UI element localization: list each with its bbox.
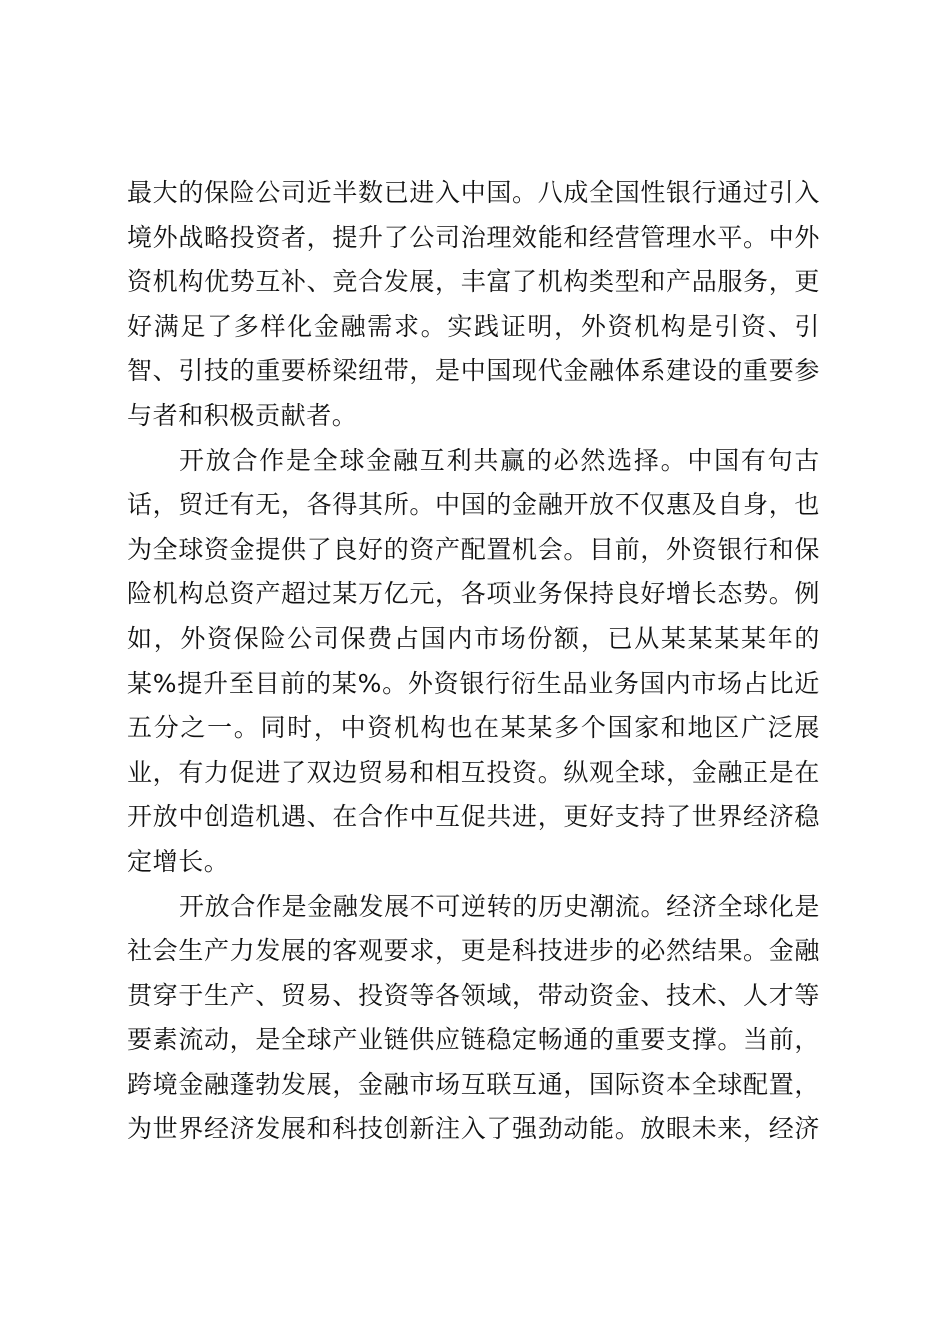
text-line: 某%提升至目前的某%。外资银行衍生品业务国内市场占比近	[127, 668, 820, 698]
paragraph-2	[127, 439, 820, 885]
text-line: 业，有力促进了双边贸易和相互投资。纵观全球，金融正是在	[127, 757, 820, 787]
text-line: 话，贸迁有无，各得其所。中国的金融开放不仅惠及自身，也	[127, 490, 820, 520]
text-line: 跨境金融蓬勃发展，金融市场互联互通，国际资本全球配置，	[127, 1069, 820, 1099]
text-line: 险机构总资产超过某万亿元，各项业务保持良好增长态势。例	[127, 579, 820, 609]
text-line: 最大的保险公司近半数已进入中国。八成全国性银行通过引入	[127, 178, 820, 207]
text-line: 资机构优势互补、竞合发展，丰富了机构类型和产品服务，更	[127, 267, 820, 297]
text-line: 与者和积极贡献者。	[127, 400, 358, 430]
text-line: 为全球资金提供了良好的资产配置机会。目前，外资银行和保	[127, 534, 820, 564]
paragraph-1	[127, 171, 820, 439]
text-line: 定增长。	[127, 846, 230, 876]
text-line: 如，外资保险公司保费占国内市场份额，已从某某某某年的	[127, 623, 820, 653]
text-line: 社会生产力发展的客观要求，更是科技进步的必然结果。金融	[127, 936, 820, 966]
text-line: 为世界经济发展和科技创新注入了强劲动能。放眼未来，经济	[127, 1114, 820, 1144]
text-line: 好满足了多样化金融需求。实践证明，外资机构是引资、引	[127, 311, 820, 341]
body-text	[127, 171, 820, 1152]
text-line: 开放合作是全球金融互利共赢的必然选择。中国有句古	[179, 445, 820, 475]
text-line: 贯穿于生产、贸易、投资等各领域，带动资金、技术、人才等	[127, 980, 820, 1010]
text-line: 开放中创造机遇、在合作中互促共进，更好支持了世界经济稳	[127, 802, 820, 832]
text-line: 开放合作是金融发展不可逆转的历史潮流。经济全球化是	[179, 891, 820, 921]
paragraph-3	[127, 885, 820, 1153]
text-line: 五分之一。同时，中资机构也在某某多个国家和地区广泛展	[127, 713, 820, 743]
text-line: 要素流动，是全球产业链供应链稳定畅通的重要支撑。当前，	[127, 1025, 820, 1055]
text-line: 智、引技的重要桥梁纽带，是中国现代金融体系建设的重要参	[127, 356, 820, 386]
text-line: 境外战略投资者，提升了公司治理效能和经营管理水平。中外	[127, 222, 820, 252]
